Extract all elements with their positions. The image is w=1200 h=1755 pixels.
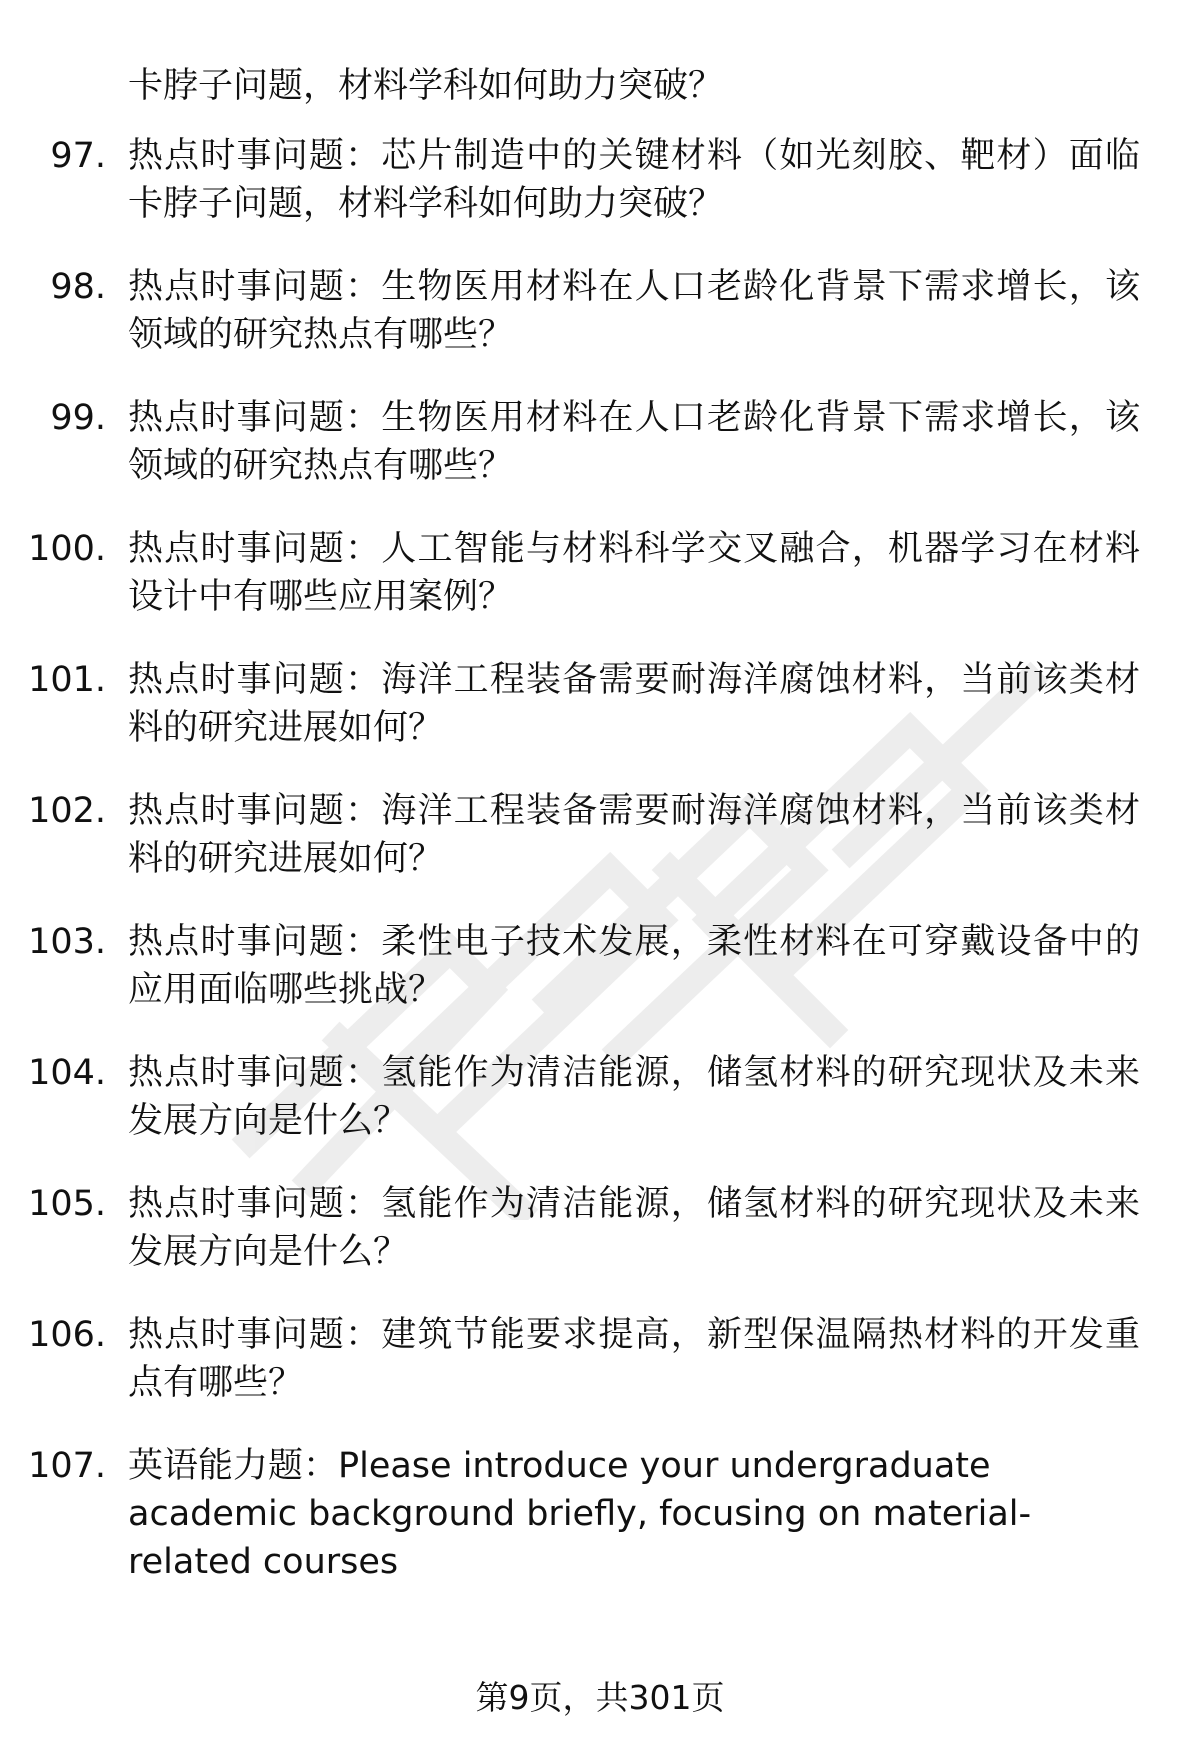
question-list: [0, 132, 1200, 1621]
question-text: 热点时事问题：氢能作为清洁能源，储氢材料的研究现状及未来发展方向是什么？: [128, 1184, 1140, 1272]
question-text: 热点时事问题：柔性电子技术发展，柔性材料在可穿戴设备中的应用面临哪些挑战？: [128, 922, 1140, 1010]
question-item: [0, 656, 1200, 752]
question-number: 97.: [50, 136, 106, 176]
question-number: 105.: [28, 1184, 106, 1224]
question-text: 热点时事问题：氢能作为清洁能源，储氢材料的研究现状及未来发展方向是什么？: [128, 1053, 1140, 1141]
question-number: 98.: [50, 267, 106, 307]
question-text: 热点时事问题：人工智能与材料科学交叉融合，机器学习在材料设计中有哪些应用案例？: [128, 529, 1140, 617]
question-item: [0, 1049, 1200, 1145]
question-item: [0, 132, 1200, 228]
question-item: [0, 1311, 1200, 1407]
continued-question-text: 卡脖子问题，材料学科如何助力突破？: [128, 66, 724, 106]
question-number: 100.: [28, 529, 106, 569]
page-footer: 第9页，共301页: [475, 1678, 725, 1717]
question-item: [0, 787, 1200, 883]
question-text: 热点时事问题：生物医用材料在人口老龄化背景下需求增长，该领域的研究热点有哪些？: [128, 267, 1140, 355]
question-text: 热点时事问题：生物医用材料在人口老龄化背景下需求增长，该领域的研究热点有哪些？: [128, 398, 1140, 486]
question-item: [0, 918, 1200, 1014]
question-text: 热点时事问题：海洋工程装备需要耐海洋腐蚀材料，当前该类材料的研究进展如何？: [128, 660, 1140, 748]
question-item: [0, 1442, 1200, 1586]
question-number: 103.: [28, 922, 106, 962]
question-item: [0, 263, 1200, 359]
question-text: 热点时事问题：海洋工程装备需要耐海洋腐蚀材料，当前该类材料的研究进展如何？: [128, 791, 1140, 879]
question-number: 102.: [28, 791, 106, 831]
question-item: [0, 525, 1200, 621]
question-number: 106.: [28, 1315, 106, 1355]
question-text: 英语能力题：Please introduce your undergraduate academic background briefly, focusing on material-related courses: [128, 1446, 1032, 1582]
question-text: 热点时事问题：芯片制造中的关键材料（如光刻胶、靶材）面临卡脖子问题，材料学科如何助力突破？: [128, 136, 1140, 224]
question-text: 热点时事问题：建筑节能要求提高，新型保温隔热材料的开发重点有哪些？: [128, 1315, 1140, 1403]
question-item: [0, 394, 1200, 490]
question-item: [0, 1180, 1200, 1276]
question-number: 99.: [50, 398, 106, 438]
question-number: 101.: [28, 660, 106, 700]
question-number: 107.: [28, 1446, 106, 1486]
question-number: 104.: [28, 1053, 106, 1093]
